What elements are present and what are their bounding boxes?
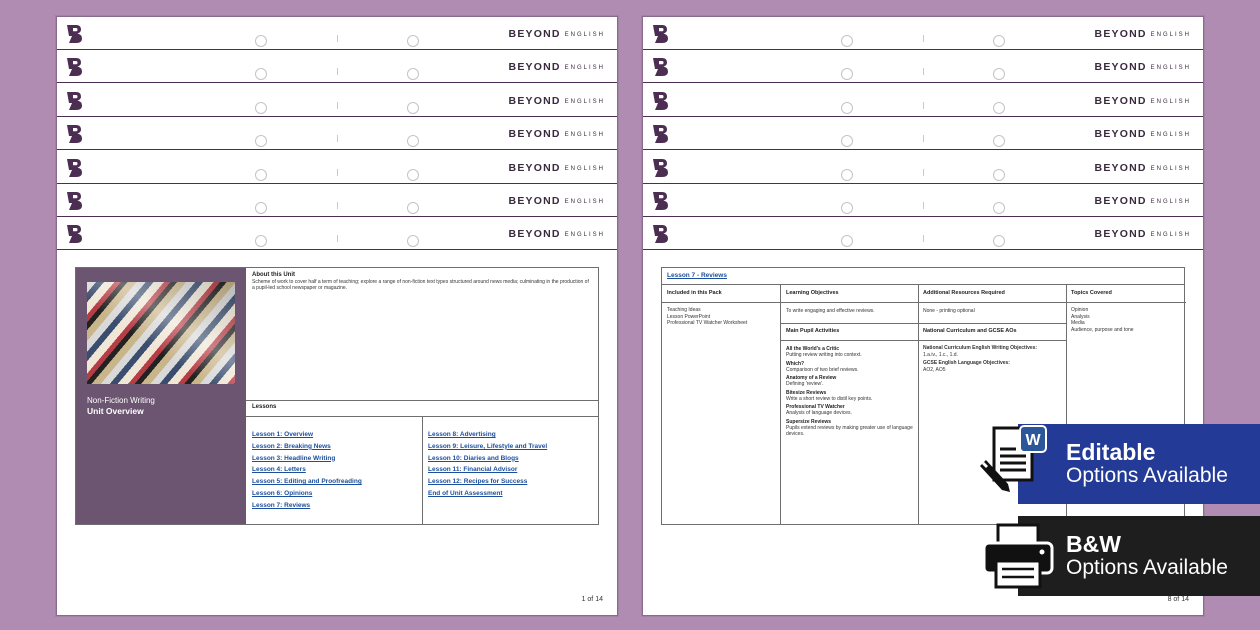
brand-name: BEYOND [508, 128, 561, 140]
beyond-logo-icon [651, 91, 669, 111]
gcse-objectives-value: AO2, AO5 [923, 366, 946, 373]
unit-overview-table [75, 267, 599, 525]
lesson-link[interactable]: Lesson 9: Leisure, Lifestyle and Travel [428, 442, 548, 450]
header-strip [57, 84, 617, 117]
brand-wordmark [509, 128, 605, 140]
beyond-logo-icon [65, 191, 83, 211]
brand-wordmark [509, 61, 605, 73]
header-strip [643, 17, 1203, 50]
brand-suffix: ENGLISH [564, 166, 605, 172]
header-strip [57, 217, 617, 250]
activities-header: Main Pupil Activities [786, 328, 840, 334]
resources-text: None - printing optional [923, 308, 975, 314]
unit-title: Unit Overview [87, 406, 144, 416]
brand-suffix: ENGLISH [564, 32, 605, 38]
brand-wordmark [509, 228, 605, 240]
included-item: Lesson PowerPoint [667, 313, 711, 320]
topics-list [1071, 307, 1134, 333]
curriculum-header: National Curriculum and GCSE AOs [923, 328, 1017, 334]
brand-wordmark [1095, 95, 1191, 107]
brand-wordmark [1095, 195, 1191, 207]
lesson-link[interactable]: Lesson 7: Reviews [252, 501, 311, 509]
bw-label: B&W [1066, 531, 1121, 557]
brand-wordmark [1095, 28, 1191, 40]
editable-options-label: Options Available [1066, 464, 1228, 487]
brand-wordmark [1095, 61, 1191, 73]
activity-description: Comparison of two brief reviews. [786, 366, 859, 373]
brand-name: BEYOND [1094, 61, 1147, 73]
lesson-link[interactable]: Lesson 10: Diaries and Blogs [428, 454, 519, 462]
overview-sidebar [76, 268, 246, 524]
included-item: Professional TV Watcher Worksheet [667, 320, 748, 326]
activity-name: Bitesize Reviews [786, 389, 827, 396]
topics-header: Topics Covered [1071, 290, 1112, 296]
printer-icon [980, 523, 1056, 591]
activity-description: Write a short review to distil key points. [786, 395, 873, 402]
activity-item [786, 404, 916, 416]
header-strip [57, 17, 617, 50]
punch-hole [841, 68, 853, 80]
unit-subtitle: Non-Fiction Writing [87, 396, 155, 405]
activity-description: Defining 'review'. [786, 381, 824, 387]
included-header: Included in this Pack [667, 290, 722, 296]
header-strip [57, 117, 617, 150]
lesson-link[interactable]: End of Unit Assessment [428, 489, 503, 497]
about-unit-cell [246, 268, 598, 401]
brand-suffix: ENGLISH [564, 99, 605, 105]
brand-wordmark [509, 95, 605, 107]
punch-hole [255, 68, 267, 80]
activity-name: Anatomy of a Review [786, 375, 837, 381]
resources-header: Additional Resources Required [923, 290, 1005, 296]
topic-item: Audience, purpose and tone [1071, 326, 1134, 333]
beyond-logo-icon [651, 224, 669, 244]
lesson-link[interactable]: Lesson 5: Editing and Proofreading [252, 478, 362, 486]
punch-hole [255, 135, 267, 147]
topic-item: Analysis [1071, 313, 1090, 320]
punch-hole [841, 35, 853, 47]
brand-wordmark [509, 162, 605, 174]
topic-item: Media [1071, 320, 1085, 326]
brand-name: BEYOND [1094, 28, 1147, 40]
punch-hole [841, 102, 853, 114]
lessons-list [246, 417, 598, 524]
header-strip [643, 117, 1203, 150]
brand-suffix: ENGLISH [1150, 132, 1191, 138]
beyond-logo-icon [651, 124, 669, 144]
header-strip [643, 217, 1203, 250]
activity-name: Professional TV Watcher [786, 404, 845, 410]
activity-description: Pupils extend reviews by making greater use of language devices. [786, 424, 913, 437]
brand-name: BEYOND [508, 95, 561, 107]
page-number: 1 of 14 [581, 596, 603, 603]
brand-suffix: ENGLISH [564, 132, 605, 138]
beyond-logo-icon [65, 158, 83, 178]
activity-item [786, 390, 916, 402]
punch-hole [841, 235, 853, 247]
brand-suffix: ENGLISH [564, 232, 605, 238]
punch-hole [993, 35, 1005, 47]
punch-hole [255, 169, 267, 181]
punch-hole [407, 102, 419, 114]
brand-name: BEYOND [1094, 195, 1147, 207]
included-list [667, 307, 747, 327]
punch-hole [255, 102, 267, 114]
brand-name: BEYOND [508, 195, 561, 207]
header-strip [57, 50, 617, 83]
page-number: 8 of 14 [1167, 596, 1189, 603]
about-heading: About this Unit [252, 272, 295, 278]
header-strip [643, 184, 1203, 217]
lesson-link[interactable]: Lesson 6: Opinions [252, 489, 313, 497]
objectives-header: Learning Objectives [786, 290, 839, 296]
punch-hole [255, 35, 267, 47]
writing-objectives-label: National Curriculum English Writing Objectives: [923, 345, 1038, 351]
brand-name: BEYOND [508, 28, 561, 40]
svg-text:W: W [1025, 432, 1041, 449]
newspapers-photo [87, 282, 235, 384]
included-item: Teaching Ideas [667, 307, 701, 313]
punch-hole [993, 169, 1005, 181]
brand-suffix: ENGLISH [1150, 232, 1191, 238]
lessons-column-1 [252, 431, 362, 514]
brand-name: BEYOND [1094, 128, 1147, 140]
beyond-logo-icon [65, 57, 83, 77]
beyond-logo-icon [65, 224, 83, 244]
about-text: Scheme of work to cover half a term of teaching; explore a range of non-fiction text types structured around news media; culminating in the production of a pupil-led school newspaper or magazine. [252, 279, 589, 291]
punch-hole [993, 135, 1005, 147]
punch-hole [255, 235, 267, 247]
brand-wordmark [509, 195, 605, 207]
header-strip [57, 151, 617, 184]
beyond-logo-icon [65, 91, 83, 111]
overview-page [56, 16, 618, 616]
writing-objectives-value: 1.a.iv., 1.c., 1.d. [923, 351, 958, 358]
brand-name: BEYOND [508, 162, 561, 174]
brand-suffix: ENGLISH [1150, 32, 1191, 38]
brand-name: BEYOND [508, 61, 561, 73]
activity-description: Putting review writing into context. [786, 352, 862, 358]
activity-item [786, 361, 916, 373]
punch-hole [841, 135, 853, 147]
punch-hole [407, 169, 419, 181]
punch-hole [841, 169, 853, 181]
objective-text: To write engaging and effective reviews. [786, 308, 875, 314]
punch-hole [407, 68, 419, 80]
activity-name: Which? [786, 360, 805, 367]
punch-hole [993, 235, 1005, 247]
punch-hole [407, 135, 419, 147]
lessons-column-2 [428, 431, 547, 502]
activity-item [786, 375, 916, 387]
lesson-link[interactable]: Lesson 1: Overview [252, 431, 314, 438]
beyond-logo-icon [65, 124, 83, 144]
activities-list [786, 346, 916, 439]
brand-suffix: ENGLISH [1150, 166, 1191, 172]
beyond-logo-icon [65, 24, 83, 44]
brand-suffix: ENGLISH [1150, 199, 1191, 205]
beyond-logo-icon [651, 57, 669, 77]
punch-hole [255, 202, 267, 214]
brand-name: BEYOND [1094, 162, 1147, 174]
lesson-link[interactable]: Lesson 4: Letters [252, 466, 306, 474]
editable-label: Editable [1066, 439, 1156, 465]
punch-hole [993, 68, 1005, 80]
punch-hole [407, 35, 419, 47]
activity-name: All the World's a Critic [786, 346, 840, 352]
topic-item: Opinion [1071, 307, 1089, 313]
brand-suffix: ENGLISH [564, 65, 605, 71]
brand-wordmark [1095, 162, 1191, 174]
activity-name: Supersize Reviews [786, 418, 832, 425]
activity-description: Analysis of language devices. [786, 410, 852, 416]
lesson-link[interactable]: Lesson 3: Headline Writing [252, 454, 336, 462]
brand-wordmark [509, 28, 605, 40]
brand-suffix: ENGLISH [1150, 65, 1191, 71]
beyond-logo-icon [651, 191, 669, 211]
word-document-icon [974, 422, 1056, 504]
punch-hole [993, 102, 1005, 114]
punch-hole [993, 202, 1005, 214]
brand-suffix: ENGLISH [1150, 99, 1191, 105]
header-strip [643, 151, 1203, 184]
header-strip [643, 50, 1203, 83]
curriculum-cell [923, 345, 1063, 373]
punch-hole [407, 235, 419, 247]
lesson-link[interactable]: Lesson 11: Financial Advisor [428, 466, 518, 474]
lesson-title-link[interactable]: Lesson 7 - Reviews [662, 268, 1184, 285]
activity-item [786, 346, 916, 358]
beyond-logo-icon [651, 24, 669, 44]
header-strip [57, 184, 617, 217]
bw-options-label: Options Available [1066, 556, 1228, 579]
brand-name: BEYOND [508, 228, 561, 240]
lesson-link[interactable]: Lesson 2: Breaking News [252, 442, 331, 450]
brand-suffix: ENGLISH [564, 199, 605, 205]
beyond-logo-icon [651, 158, 669, 178]
lesson-link[interactable]: Lesson 12: Recipes for Success [428, 478, 528, 486]
brand-name: BEYOND [1094, 228, 1147, 240]
header-strip [643, 84, 1203, 117]
punch-hole [407, 202, 419, 214]
gcse-objectives-label: GCSE English Language Objectives: [923, 360, 1010, 366]
brand-name: BEYOND [1094, 95, 1147, 107]
punch-hole [841, 202, 853, 214]
brand-wordmark [1095, 228, 1191, 240]
lesson-link[interactable]: Lesson 8: Advertising [428, 431, 496, 438]
lessons-heading: Lessons [246, 401, 598, 417]
brand-wordmark [1095, 128, 1191, 140]
activity-item [786, 419, 916, 437]
